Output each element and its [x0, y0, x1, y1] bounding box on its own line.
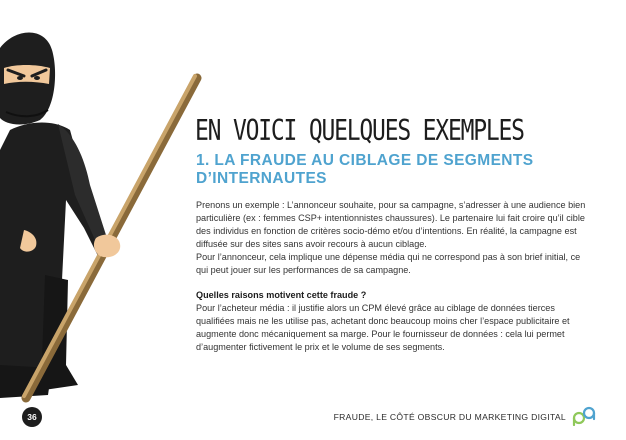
brand-logo-icon — [571, 404, 597, 426]
subsection-title-line-2: D’INTERNAUTES — [196, 170, 327, 187]
answer-paragraph: Pour l’acheteur média : il justifie alors un CPM élevé grâce au ciblage de données tierces qualifiées mais ne les utilise pas, achetant donc beaucoup moins cher l’espace publicitaire et augmente donc mécaniquement sa marge. Pour le fournisseur de données : cela lui permet d’augmenter fictivement le prix et le volume de ses segments. — [196, 303, 570, 353]
paragraph-impact: Pour l’annonceur, cela implique une dépense média qui ne correspond pas à son brief initial, ce qui peut jouer sur les performances de sa campagne. — [196, 252, 581, 276]
question-heading: Quelles raisons motivent cette fraude ? — [196, 290, 367, 300]
subsection-title — [196, 152, 606, 188]
page-number-badge: 36 — [22, 407, 42, 427]
footer-title: FRAUDE, LE CÔTÉ OBSCUR DU MARKETING DIGITAL — [333, 412, 566, 422]
ninja-with-staff-icon — [0, 20, 210, 410]
subsection-title-line-1: 1. LA FRAUDE AU CIBLAGE DE SEGMENTS — [196, 152, 534, 169]
paragraph-example: Prenons un exemple : L’annonceur souhaite, pour sa campagne, s’adresser à une audience bien particulière (ex : femmes CSP+ intentionnistes chaussures). Le partenaire lui fait croire qu’il cible des individus en fonction de critères socio-démo et/ou d’intentions. En réalité, la campagne est diffusée sur des sites sans avoir recours à aucun ciblage. — [196, 200, 586, 250]
body-text — [196, 199, 591, 278]
section-heading: EN VOICI QUELQUES EXEMPLES — [195, 115, 524, 148]
